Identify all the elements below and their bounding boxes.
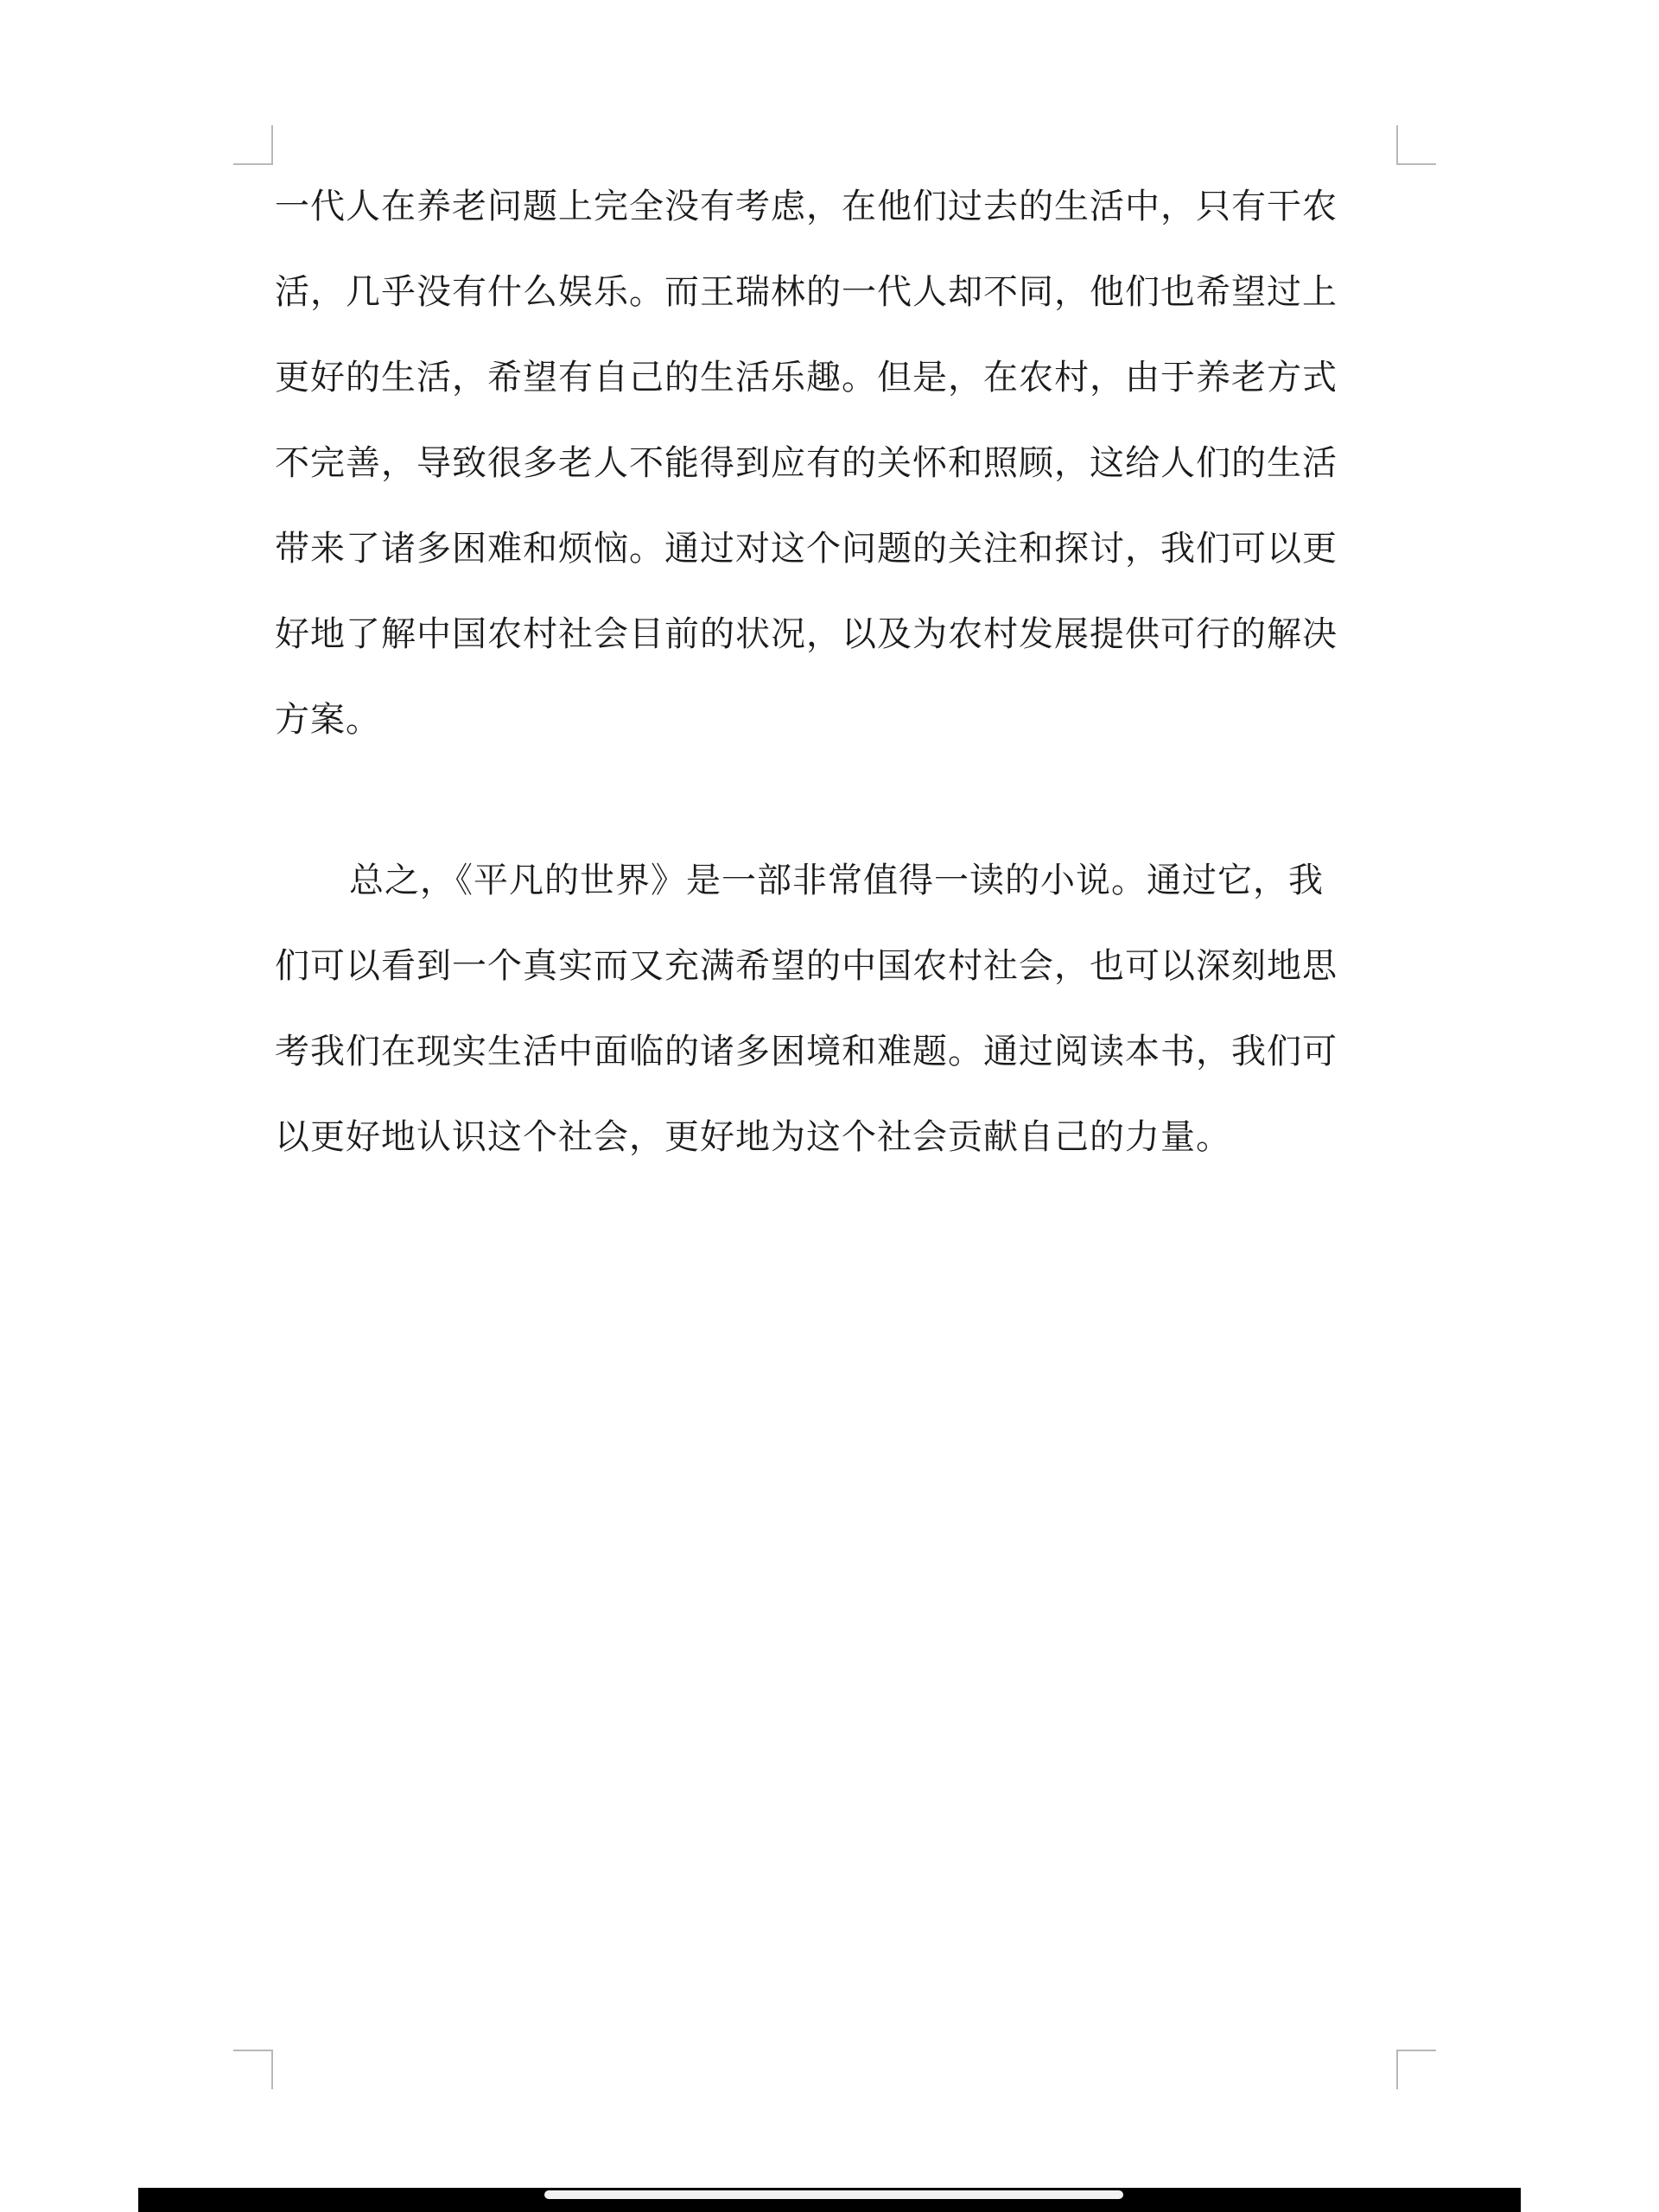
crop-mark-bottom-right: [1396, 2050, 1436, 2089]
paragraph-1: [275, 164, 1398, 763]
paragraph-line: 们可以看到一个真实而又充满希望的中国农村社会，也可以深刻地思: [275, 946, 1338, 986]
paragraph-line: 一代人在养老问题上完全没有考虑，在他们过去的生活中，只有干农: [275, 187, 1338, 226]
paragraph-line: 以更好地认识这个社会，更好地为这个社会贡献自己的力量。: [275, 1117, 1231, 1157]
crop-mark-top-right: [1396, 125, 1436, 165]
paragraph-line: 更好的生活，希望有自己的生活乐趣。但是，在农村，由于养老方式: [275, 358, 1338, 397]
paragraph-line: 不完善，导致很多老人不能得到应有的关怀和照顾，这给人们的生活: [275, 443, 1338, 483]
paragraph-2: [275, 838, 1398, 1180]
home-indicator[interactable]: [544, 2190, 1123, 2199]
crop-mark-bottom-left: [233, 2050, 273, 2089]
paragraph-line: 活，几乎没有什么娱乐。而王瑞林的一代人却不同，他们也希望过上: [275, 272, 1338, 312]
paragraph-line: 好地了解中国农村社会目前的状况，以及为农村发展提供可行的解决: [275, 614, 1338, 654]
paragraph-line: 方案。: [275, 700, 381, 740]
crop-mark-top-left: [233, 125, 273, 165]
paragraph-line: 带来了诸多困难和烦恼。通过对这个问题的关注和探讨，我们可以更: [275, 529, 1338, 569]
paragraph-line: 考我们在现实生活中面临的诸多困境和难题。通过阅读本书，我们可: [275, 1032, 1338, 1071]
paragraph-line: 总之，《平凡的世界》是一部非常值得一读的小说。通过它，我: [349, 861, 1324, 900]
